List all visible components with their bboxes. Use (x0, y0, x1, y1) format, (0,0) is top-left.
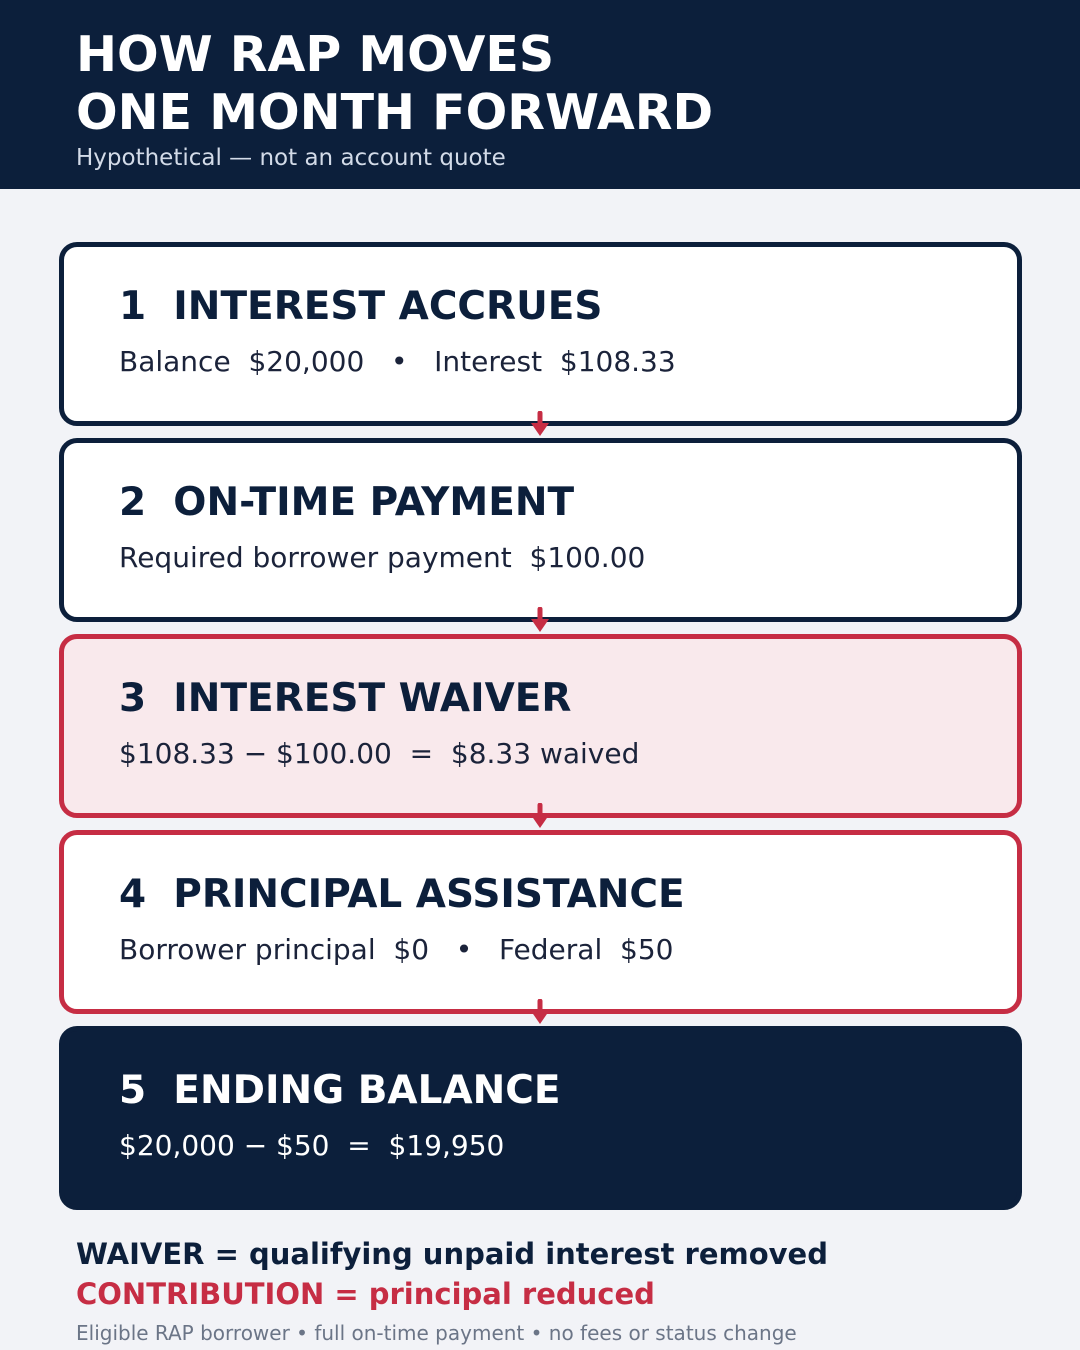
step-detail: Borrower principal $0 • Federal $50 (119, 933, 674, 966)
down-arrow-icon (528, 411, 552, 437)
down-arrow-icon (528, 607, 552, 633)
step-title (119, 479, 574, 527)
step-title-text: ON-TIME PAYMENT (173, 480, 575, 525)
footnote: Eligible RAP borrower • full on-time payment • no fees or status change (76, 1321, 797, 1345)
down-arrow-icon (528, 803, 552, 829)
down-arrow-icon (528, 999, 552, 1025)
step-title-text: PRINCIPAL ASSISTANCE (173, 872, 685, 917)
step-number: 3 (119, 676, 147, 721)
header-banner (0, 0, 1080, 189)
step-principal-assistance (59, 830, 1022, 1014)
legend-contribution: CONTRIBUTION = principal reduced (76, 1277, 655, 1311)
step-number: 5 (119, 1068, 147, 1113)
step-title-text: ENDING BALANCE (173, 1068, 561, 1113)
page-title: HOW RAP MOVES ONE MONTH FORWARD (76, 26, 714, 141)
step-detail: $20,000 − $50 = $19,950 (119, 1129, 505, 1162)
step-title (119, 1067, 561, 1115)
step-title (119, 675, 571, 723)
step-detail: $108.33 − $100.00 = $8.33 waived (119, 737, 640, 770)
step-title (119, 283, 603, 331)
step-title (119, 871, 685, 919)
step-number: 2 (119, 480, 147, 525)
legend-waiver: WAIVER = qualifying unpaid interest removed (76, 1237, 828, 1271)
step-detail: Balance $20,000 • Interest $108.33 (119, 345, 676, 378)
step-ending-balance (59, 1026, 1022, 1210)
step-number: 4 (119, 872, 147, 917)
step-interest-accrues (59, 242, 1022, 426)
step-title-text: INTEREST ACCRUES (173, 284, 603, 329)
step-detail: Required borrower payment $100.00 (119, 541, 646, 574)
page-subtitle: Hypothetical — not an account quote (76, 145, 506, 171)
step-on-time-payment (59, 438, 1022, 622)
step-title-text: INTEREST WAIVER (173, 676, 572, 721)
step-interest-waiver (59, 634, 1022, 818)
step-number: 1 (119, 284, 147, 329)
